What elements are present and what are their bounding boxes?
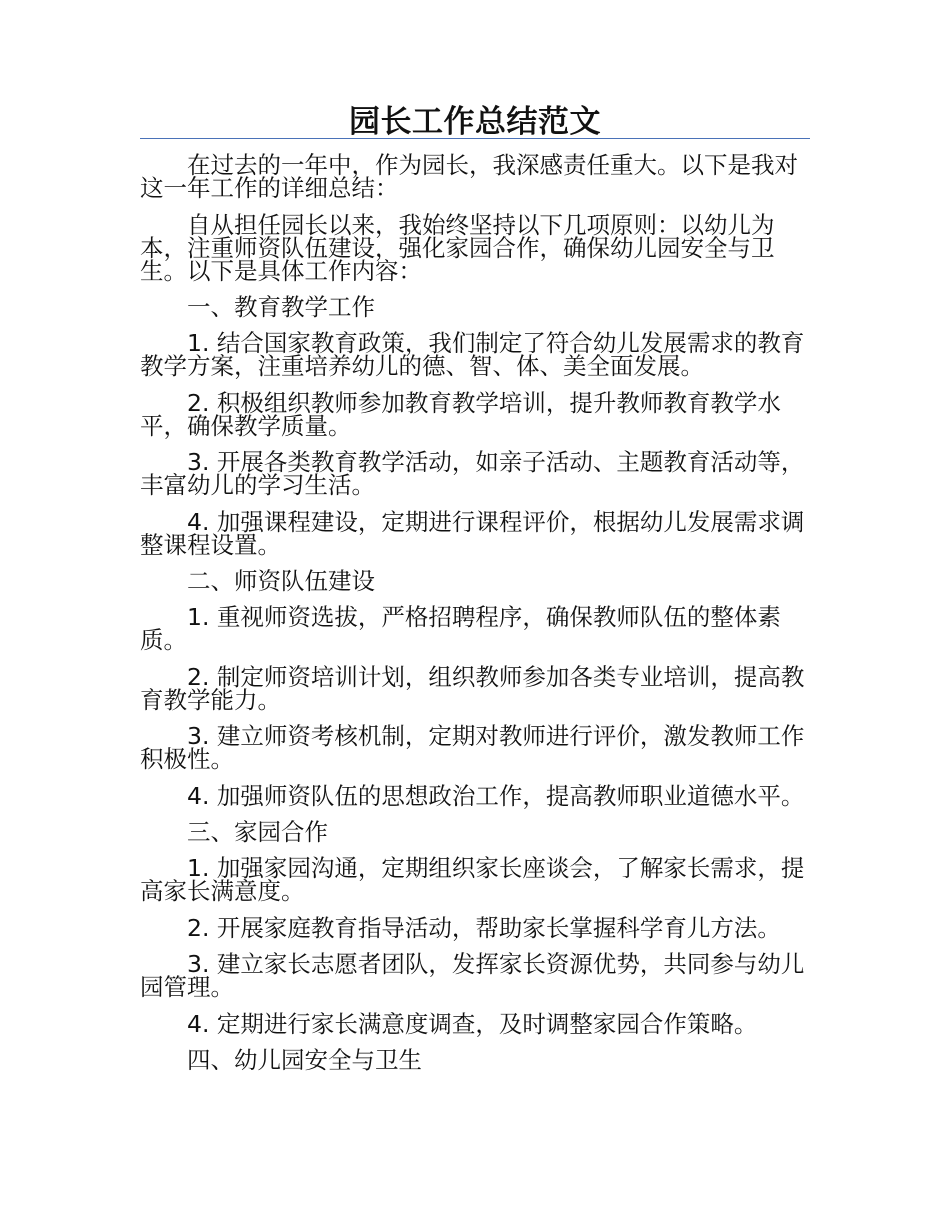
section-heading-staff: 二、师资队伍建设 bbox=[187, 567, 375, 595]
list-item: 2. 制定师资培训计划，组织教师参加各类专业培训，提高教育教学能力。 bbox=[140, 662, 805, 714]
list-item: 2. 积极组织教师参加教育教学培训，提升教师教育教学水平，确保教学质量。 bbox=[140, 388, 781, 440]
paragraph-intro: 在过去的一年中，作为园长，我深感责任重大。以下是我对这一年工作的详细总结： bbox=[140, 151, 798, 202]
list-item: 1. 结合国家教育政策，我们制定了符合幼儿发展需求的教育教学方案，注重培养幼儿的德、智、体、美全面发展。 bbox=[140, 329, 805, 380]
list-item: 3. 建立家长志愿者团队，发挥家长资源优势，共同参与幼儿园管理。 bbox=[140, 950, 805, 1001]
title-underline bbox=[140, 138, 810, 139]
section-heading-teaching: 一、教育教学工作 bbox=[187, 293, 375, 321]
section-heading-safety: 四、幼儿园安全与卫生 bbox=[187, 1046, 422, 1074]
list-item: 1. 加强家园沟通，定期组织家长座谈会，了解家长需求，提高家长满意度。 bbox=[140, 854, 805, 905]
list-item: 3. 建立师资考核机制，定期对教师进行评价，激发教师工作积极性。 bbox=[140, 722, 805, 773]
list-item: 1. 重视师资选拔，严格招聘程序，确保教师队伍的整体素质。 bbox=[140, 603, 781, 654]
document-title: 园长工作总结范文 bbox=[349, 104, 601, 140]
section-heading-family: 三、家园合作 bbox=[187, 818, 328, 846]
list-item: 4. 加强课程建设，定期进行课程评价，根据幼儿发展需求调整课程设置。 bbox=[140, 507, 805, 559]
paragraph-principles: 自从担任园长以来，我始终坚持以下几项原则：以幼儿为本，注重师资队伍建设，强化家园合作，确保幼儿园安全与卫生。以下是具体工作内容： bbox=[140, 210, 775, 285]
list-item: 3. 开展各类教育教学活动，如亲子活动、主题教育活动等，丰富幼儿的学习生活。 bbox=[140, 448, 805, 499]
document-body bbox=[140, 151, 810, 1085]
list-item: 4. 加强师资队伍的思想政治工作，提高教师职业道德水平。 bbox=[187, 781, 805, 810]
list-item: 2. 开展家庭教育指导活动，帮助家长掌握科学育儿方法。 bbox=[187, 913, 781, 942]
list-item: 4. 定期进行家长满意度调查，及时调整家园合作策略。 bbox=[187, 1009, 758, 1038]
